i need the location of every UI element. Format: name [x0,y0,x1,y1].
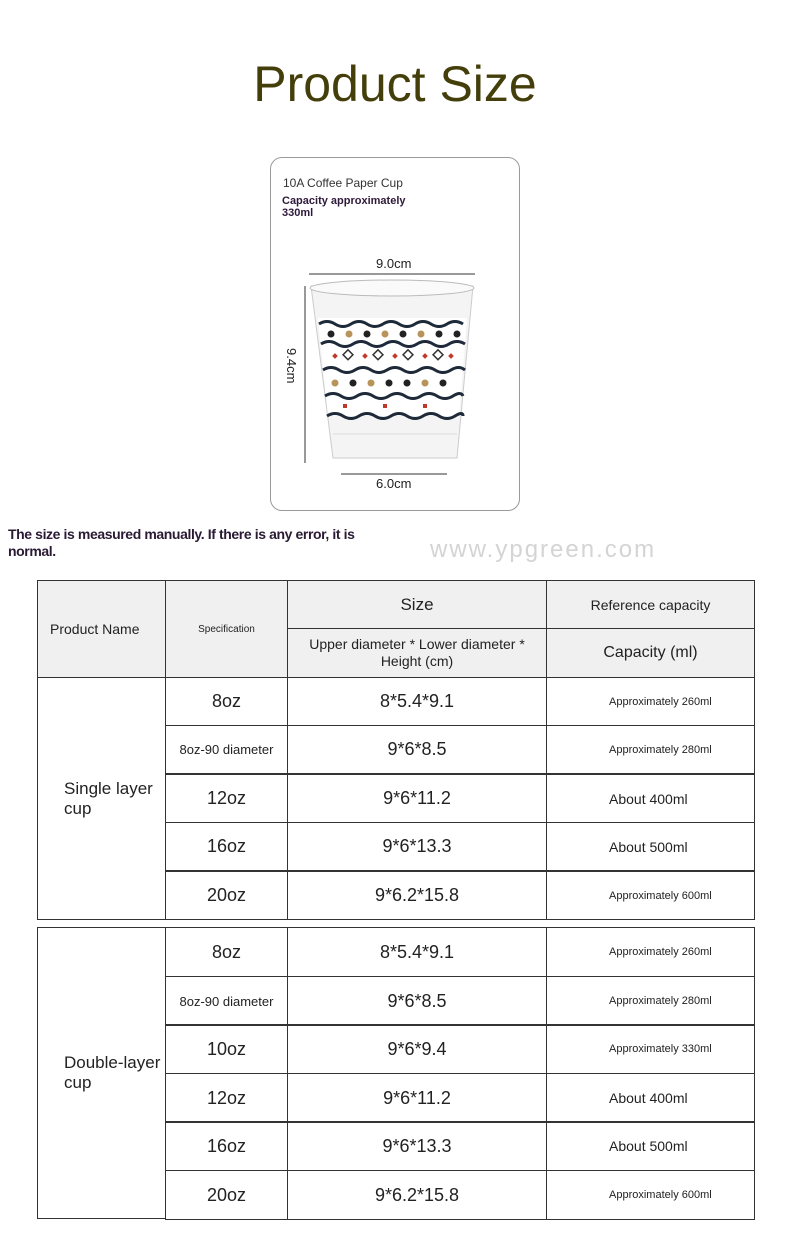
table-cell-size: 9*6.2*15.8 [287,1170,547,1220]
table-cell-spec: 16oz [165,822,288,871]
table-cell-size: 8*5.4*9.1 [287,677,547,726]
table-cell-spec: 8oz [165,677,288,726]
table-cell-spec: 20oz [165,871,288,920]
table-cell-capacity: Approximately 260ml [546,927,755,977]
watermark: www.ypgreen.com [430,536,657,563]
top-diameter-label: 9.0cm [376,256,412,271]
table-cell-size: 9*6*8.5 [287,725,547,774]
table-cell-size: 9*6*9.4 [287,1024,547,1074]
table-cell-capacity: Approximately 280ml [546,725,755,774]
table-cell-spec: 20oz [165,1170,288,1220]
table-cell-capacity: About 400ml [546,1073,755,1123]
height-label: 9.4cm [284,348,299,384]
table-cell-spec: 12oz [165,774,288,823]
table-cell-size: 9*6*13.3 [287,822,547,871]
table-cell-size: 9*6*11.2 [287,774,547,823]
table-cell-size: 9*6*11.2 [287,1073,547,1123]
table-cell-capacity: Approximately 600ml [546,871,755,920]
page-title: Product Size [253,56,537,112]
group-name: Single layer cup [37,677,166,920]
header-size: Size [287,580,547,629]
header-product-name: Product Name [37,580,166,678]
table-cell-size: 9*6*8.5 [287,976,547,1026]
table-cell-spec: 16oz [165,1121,288,1171]
cup-name: 10A Coffee Paper Cup [283,176,403,190]
cup-illustration [271,158,519,510]
table-cell-spec: 12oz [165,1073,288,1123]
table-cell-capacity: Approximately 330ml [546,1024,755,1074]
cup-dimension-card [270,157,520,511]
table-cell-size: 8*5.4*9.1 [287,927,547,977]
header-capacity: Capacity (ml) [546,628,755,678]
table-cell-capacity: Approximately 280ml [546,976,755,1026]
header-specification: Specification [165,580,288,678]
group-name: Double-layer cup [37,927,166,1219]
header-size-detail: Upper diameter * Lower diameter * Height (cm) [287,628,547,678]
table-cell-capacity: About 500ml [546,1121,755,1171]
bottom-diameter-label: 6.0cm [376,476,412,491]
table-cell-spec: 10oz [165,1024,288,1074]
table-cell-size: 9*6*13.3 [287,1121,547,1171]
table-cell-size: 9*6.2*15.8 [287,871,547,920]
table-cell-spec: 8oz-90 diameter [165,725,288,774]
header-reference-capacity: Reference capacity [546,580,755,629]
table-cell-spec: 8oz-90 diameter [165,976,288,1026]
table-cell-capacity: About 500ml [546,822,755,871]
table-cell-capacity: About 400ml [546,774,755,823]
table-cell-capacity: Approximately 260ml [546,677,755,726]
table-cell-capacity: Approximately 600ml [546,1170,755,1220]
cup-capacity: Capacity approximately 330ml [282,195,406,219]
table-cell-spec: 8oz [165,927,288,977]
measurement-note: The size is measured manually. If there is any error, it is normal. [8,526,355,559]
